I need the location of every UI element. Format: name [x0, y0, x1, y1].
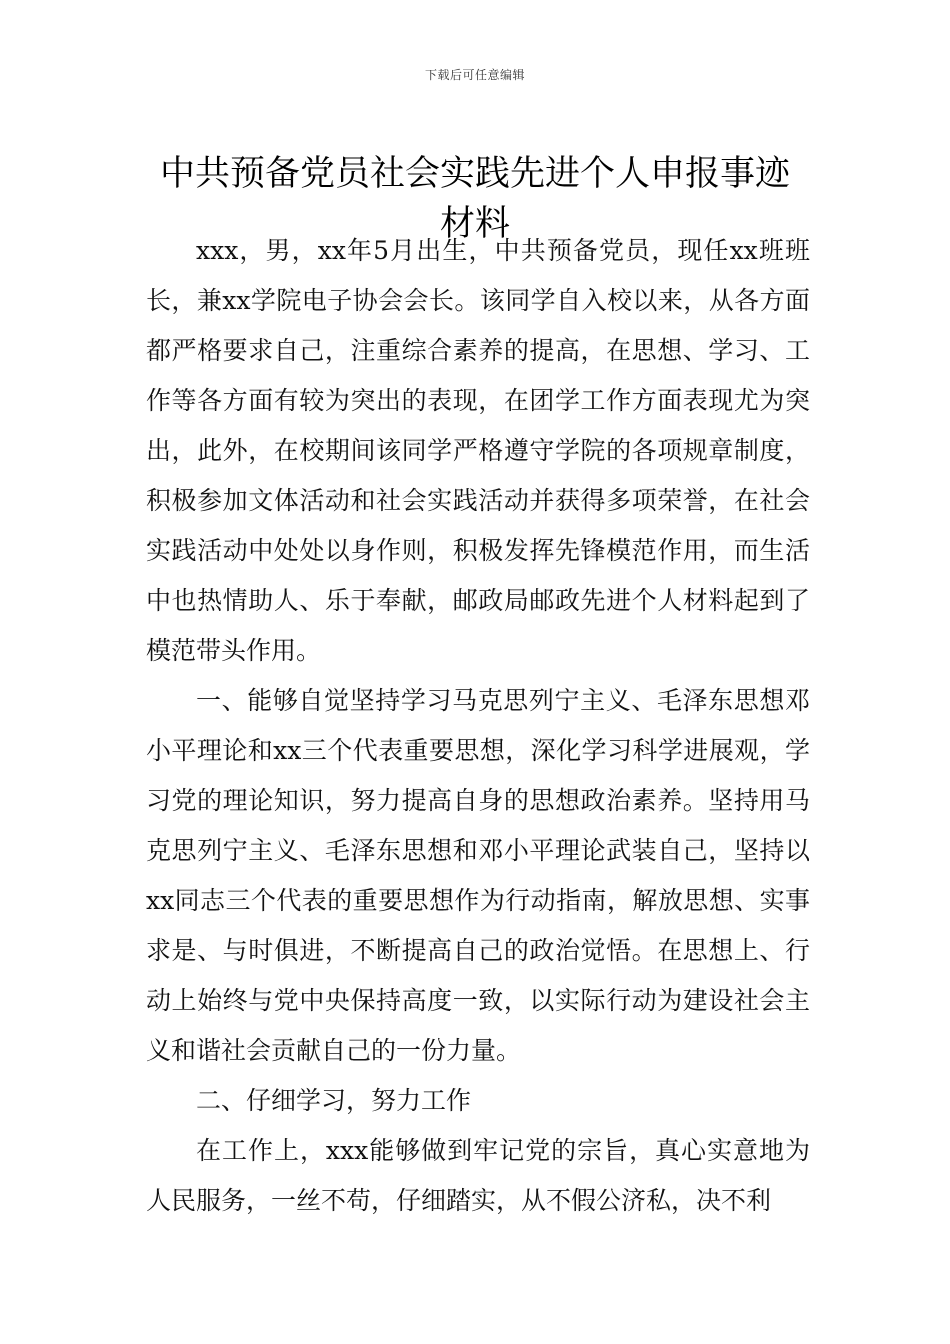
- header-note: 下载后可任意编辑: [424, 68, 525, 82]
- paragraph-4: 在工作上，xxx能够做到牢记党的宗旨，真心实意地为人民服务，一丝不苟，仔细踏实，从不假公济私，决不利: [146, 1136, 810, 1215]
- paragraph-1: xxx，男，xx年5月出生，中共预备党员，现任xx班班长，兼xx学院电子协会会长。该同学自入校以来，从各方面都严格要求自己，注重综合素养的提高，在思想、学习、工作等各方面有较为突出的表现，在团学工作方面表现尤为突出，此外，在校期间该同学严格遵守学院的各项规章制度，积极参加文体活动和社会实践活动并获得多项荣誉，在社会实践活动中处处以身作则，积极发挥先锋模范作用，而生活中也热情助人、乐于奉献，邮政局邮政先进个人材料起到了模范带头作用。: [146, 236, 810, 665]
- paragraph-3-heading: 二、仔细学习，努力工作: [196, 1086, 472, 1115]
- paragraph-2: 一、能够自觉坚持学习马克思列宁主义、毛泽东思想邓小平理论和xx三个代表重要思想，深化学习科学进展观，学习党的理论知识，努力提高自身的思想政治素养。坚持用马克思列宁主义、毛泽东思想和邓小平理论武装自己，坚持以xx同志三个代表的重要思想作为行动指南，解放思想、实事求是、与时俱进，不断提高自己的政治觉悟。在思想上、行动上始终与党中央保持高度一致，以实际行动为建设社会主义和谐社会贡献自己的一份力量。: [146, 686, 810, 1065]
- title-line-2: 材料: [439, 204, 510, 245]
- title-line-1: 中共预备党员社会实践先进个人申报事迹: [159, 154, 790, 195]
- document-body: [146, 226, 810, 1226]
